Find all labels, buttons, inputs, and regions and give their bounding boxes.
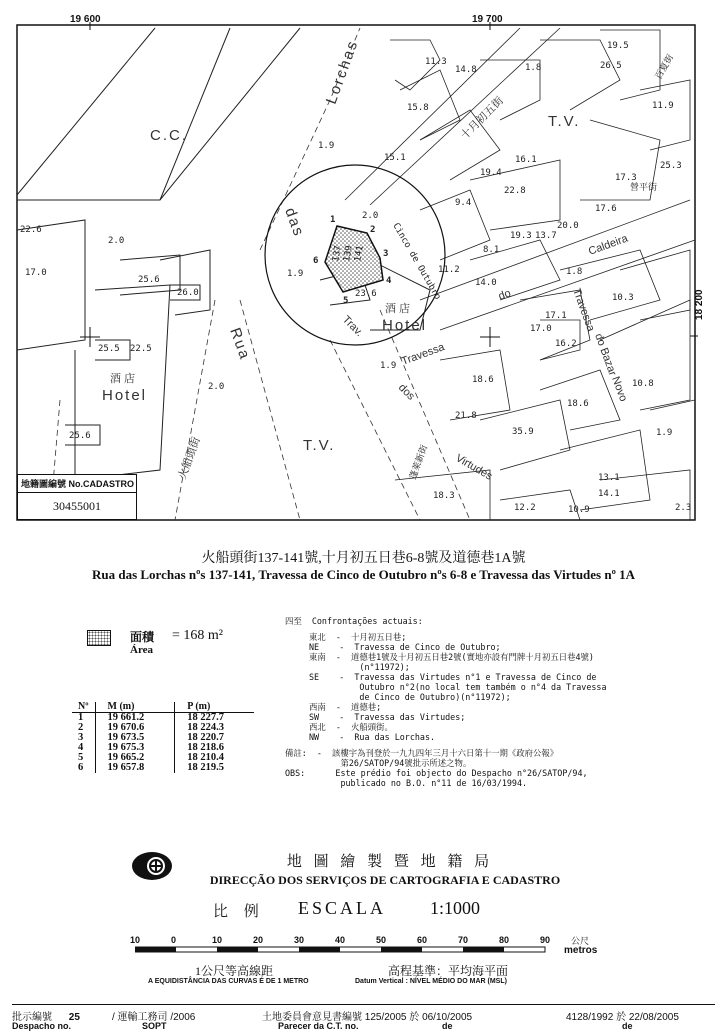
scale-bar-segment (381, 947, 422, 952)
street-label-dos: dos (395, 381, 417, 403)
elevation: 10.3 (612, 293, 634, 303)
vertex-label: 6 (313, 256, 319, 266)
street-label-zh-5: 營平街 (630, 183, 658, 193)
table-cell: 5 (78, 752, 84, 763)
elevation: 13.7 (535, 231, 557, 241)
scale-tick-label: 10 (212, 935, 223, 945)
elevation: 15.8 (407, 103, 429, 113)
elevation: 18.6 (472, 375, 494, 385)
elevation: 1.9 (318, 141, 335, 151)
col-header: P (m) (175, 702, 254, 713)
title-zh: 火船頭街137-141號,十月初五日巷6-8號及道德巷1A號 (201, 551, 526, 566)
street-label-das: das (281, 205, 308, 240)
elevation: 17.3 (615, 173, 637, 183)
agency-pt: DIRECÇÃO DOS SERVIÇOS DE CARTOGRAFIA E CADASTRO (209, 873, 561, 887)
table-cell: 19 657.8 (95, 763, 175, 773)
elevation: 19.5 (607, 41, 629, 51)
street-label-virtudes: Virtudes (453, 452, 495, 483)
elevation: 2.0 (108, 236, 125, 246)
hotel-center-zh: 酒 店 (385, 303, 411, 315)
table-cell: 2 (78, 722, 84, 733)
parecer-de: de (442, 1021, 453, 1031)
area-swatch (87, 630, 111, 646)
scale-tick-label: 40 (335, 935, 346, 945)
street-label-novo: Novo (609, 374, 630, 404)
scale-bar-segment (463, 947, 504, 952)
grid-y-label: 18 200 (694, 289, 705, 320)
elevation: 1.8 (566, 267, 583, 277)
elevation: 2.0 (362, 211, 379, 221)
table-cell: 18 219.5 (175, 763, 254, 773)
datum-zh: 高程基準：平均海平面 (388, 964, 509, 978)
cc-block-outline (17, 28, 300, 200)
confrontacao-line: 東南 - 道德巷1號及十月初五日巷2號(實地亦設有門牌十月初五日巷4號) (309, 652, 594, 662)
despacho-num: 25 (68, 1012, 80, 1023)
elevation: 13.1 (598, 473, 620, 483)
table-row (72, 723, 254, 733)
elevation: 21.8 (455, 411, 477, 421)
elevation: 16.1 (515, 155, 537, 165)
table-cell: 19 670.6 (95, 723, 175, 733)
block-label-cc: C.C. (150, 127, 188, 144)
confrontacoes-heading: 四至 Confrontações actuais: (285, 616, 423, 626)
street-label-travessa-bazar: Travessa (570, 286, 597, 334)
table-row (72, 763, 254, 773)
scale-tick-label: 20 (253, 935, 264, 945)
elevation: 16.2 (555, 339, 577, 349)
table-cell: 6 (78, 762, 84, 773)
hotel-left-en: Hotel (102, 387, 148, 404)
obs-list (285, 748, 705, 788)
street-label-zh-4: 百夏街 (653, 53, 677, 82)
parcel-text: 141 (353, 244, 366, 263)
street-label-trav: Trav. (339, 313, 366, 339)
elevation: 1.9 (287, 269, 304, 279)
parcel-text: 137 (331, 244, 344, 263)
elevation: 14.1 (598, 489, 620, 499)
despacho-zh: 批示編號 (12, 1012, 52, 1023)
confrontacao-line: 西南 - 道德巷; (309, 702, 382, 712)
confrontacao-line: NE - Travessa de Cinco de Outubro; (309, 642, 501, 652)
elevation: 22.5 (130, 344, 152, 354)
street-label-do-bazar: do Bazar (592, 331, 619, 378)
elevation: 26.5 (600, 61, 622, 71)
elevation: 20.0 (557, 221, 579, 231)
street-label-rua: Rua (226, 325, 254, 363)
obs-line: 第26/SATOP/94號批示所述之物。 (285, 758, 472, 768)
elevation: 11.2 (438, 265, 460, 275)
obs-line: OBS: Este prédio foi objecto do Despacho n°26/SATOP/94, (285, 768, 588, 778)
elevation: 22.6 (20, 225, 42, 235)
cadastro-label-zh: 地籍圖編號 (21, 479, 67, 489)
elevation: 15.1 (384, 153, 406, 163)
title-pt: Rua das Lorchas nºs 137-141, Travessa de Cinco de Outubro nºs 6-8 e Travessa das Virtudes nº 1A (91, 567, 636, 582)
table-cell: 19 673.5 (95, 733, 175, 743)
table-cell: 18 227.7 (175, 713, 254, 724)
elevation: 17.0 (530, 324, 552, 334)
scale-zh: 比 例 (213, 904, 265, 920)
col-header: M (m) (95, 702, 175, 713)
table-cell: 19 675.3 (95, 743, 175, 753)
scale-tick-label: 0 (171, 935, 177, 945)
area-label-zh: 面積 (130, 630, 155, 644)
elevation: 23.6 (355, 289, 377, 299)
elevation: 1.9 (380, 361, 397, 371)
grid-x-label-left: 19 600 (70, 14, 101, 25)
street-edges (50, 28, 470, 520)
vertex-label: 3 (383, 249, 389, 259)
obs-line: publicado no B.O. n°11 de 16/03/1994. (285, 778, 528, 788)
proc-num: 4128/1992 (566, 1012, 614, 1023)
scale-unit-zh: 公尺 (571, 936, 590, 946)
datum-pt: Datum Vertical : NÍVEL MÉDIO DO MAR (MSL) (355, 978, 507, 985)
confrontacao-line: NW - Rua das Lorchas. (309, 732, 436, 742)
elevation: 8.1 (483, 245, 500, 255)
parecer-at: 於 (409, 1012, 420, 1023)
elevation: 17.0 (25, 268, 47, 278)
footer-rule (12, 1004, 715, 1005)
table-cell: 18 220.7 (175, 733, 254, 743)
parecer-pt: Parecer da C.T. no. (278, 1021, 359, 1031)
table-row (72, 713, 254, 724)
scale-tick-label: 10 (130, 935, 141, 945)
table-row (72, 753, 254, 763)
scale-tick-label: 80 (499, 935, 510, 945)
table-cell: 3 (78, 732, 84, 743)
elevation: 22.8 (504, 186, 526, 196)
street-label-caldeira: Caldeira (586, 232, 630, 258)
sopt-zh: / 運輸工務司 (112, 1012, 168, 1023)
parecer-num: 125/2005 (364, 1012, 407, 1023)
scale-tick-label: 90 (540, 935, 551, 945)
contour-zh: 1公尺等高線距 (195, 964, 274, 978)
elevation: 25.3 (660, 161, 682, 171)
elevation: 11.9 (652, 101, 674, 111)
elevation: 9.4 (455, 198, 472, 208)
elevation: 14.0 (475, 278, 497, 288)
confrontacao-line: (n°11972); (309, 662, 410, 672)
parecer-zh: 土地委員會意見書編號 (262, 1012, 362, 1023)
confrontacao-line: de Cinco de Outubro)(n°11972); (309, 692, 511, 702)
elevation: 1.9 (656, 428, 673, 438)
elevation: 2.3 (675, 503, 692, 513)
dscc-logo-icon (130, 848, 176, 884)
confrontacao-line: 東北 - 十月初五日巷; (309, 632, 407, 642)
vertex-label: 5 (343, 296, 349, 306)
elevation: 14.8 (455, 65, 477, 75)
cadastro-label-pt: No.CADASTRO (68, 479, 135, 489)
cadastro-box (17, 474, 137, 520)
vertex-label: 4 (386, 276, 392, 286)
elevation: 26.0 (177, 288, 199, 298)
scale-tick-label: 70 (458, 935, 469, 945)
proc-date: 22/08/2005 (628, 1012, 679, 1023)
scale-bar-segment (217, 947, 258, 952)
confrontacoes-block (285, 616, 705, 788)
vertex-label: 1 (330, 215, 336, 225)
elevation: 12.2 (514, 503, 536, 513)
proc-de: de (622, 1021, 633, 1031)
street-label-travessa: Travessa (399, 341, 447, 368)
confrontacao-line: SW - Travessa das Virtudes; (309, 712, 466, 722)
scale-unit-pt: metros (564, 945, 598, 956)
block-label-tv-top: T.V. (548, 113, 581, 130)
contour-pt: A EQUIDISTÂNCIA DAS CURVAS É DE 1 METRO (148, 978, 309, 985)
elevation: 17.6 (595, 204, 617, 214)
table-cell: 18 224.3 (175, 723, 254, 733)
confrontacao-line: 西北 - 火船頭街。 (309, 722, 393, 732)
elevation: 25.6 (138, 275, 160, 285)
elevation: 2.0 (208, 382, 225, 392)
scale-value: 1:1000 (430, 898, 481, 918)
street-label-zh-1: 十月初五街 (458, 94, 507, 143)
grid-x-label-right: 19 700 (472, 14, 503, 25)
hotel-left-zh: 酒 店 (110, 373, 136, 385)
vertex-label: 2 (370, 225, 376, 235)
cadastro-number: 30455001 (53, 499, 101, 513)
elevation: 19.4 (480, 168, 502, 178)
scale-tick-label: 30 (294, 935, 305, 945)
elevation: 19.3 (510, 231, 532, 241)
scale-label: ESCALA (298, 898, 387, 918)
table-cell: 1 (78, 712, 84, 723)
confrontacoes-list (309, 632, 705, 742)
elevation: 18.6 (567, 399, 589, 409)
elevation: 10.9 (568, 505, 590, 515)
sopt-year: /2006 (170, 1012, 196, 1023)
hotel-center-en: Hotel (382, 317, 428, 334)
agency-zh: 地 圖 繪 製 暨 地 籍 局 (286, 854, 494, 870)
table-cell: 19 661.2 (95, 713, 175, 724)
despacho-pt: Despacho no. (12, 1021, 72, 1031)
street-label-zh-2: 火船頭街 (176, 435, 203, 482)
area-label-pt: Área (130, 644, 154, 656)
street-label-lorchas: Lorchas (322, 37, 362, 107)
street-label-zh-3: 蓬萊新街 (408, 443, 431, 482)
table-cell: 19 665.2 (95, 753, 175, 763)
parecer-date: 06/10/2005 (422, 1012, 473, 1023)
col-header: Nº (72, 702, 95, 713)
confrontacao-line: SE - Travessa das Virtudes n°1 e Travessa de Cinco de (309, 672, 597, 682)
obs-line: 備註: - 該樓宇為刊登於一九九四年三月十六日第十一期《政府公報》 (285, 748, 559, 758)
scale-bar-segment (135, 947, 176, 952)
table-header-row (72, 702, 254, 713)
proc-at: 於 (616, 1012, 627, 1023)
parcel-text: 139 (342, 244, 355, 263)
scale-bar (135, 946, 555, 954)
table-row (72, 733, 254, 743)
elevation: 25.5 (98, 344, 120, 354)
block-label-tv-bottom: T.V. (303, 437, 336, 454)
table-cell: 18 218.6 (175, 743, 254, 753)
coordinates-table (72, 702, 254, 773)
cadastro-header (18, 475, 136, 493)
sopt-pt: SOPT (142, 1021, 167, 1031)
elevation: 25.6 (69, 431, 91, 441)
elevation: 10.8 (632, 379, 654, 389)
elevation: 17.1 (545, 311, 567, 321)
table-cell: 18 210.4 (175, 753, 254, 763)
area-value: = 168 m² (172, 628, 223, 643)
elevation: 11.3 (425, 57, 447, 67)
street-label-do: do (496, 287, 513, 303)
scale-tick-label: 60 (417, 935, 428, 945)
scale-bar-segment (299, 947, 340, 952)
scale-tick-label: 50 (376, 935, 387, 945)
confrontacao-line: Outubro n°2(no local tem também o n°4 da Travessa (309, 682, 607, 692)
street-label-cinco-outubro: Cinco de Outubro (390, 221, 443, 302)
table-cell: 4 (78, 742, 84, 753)
elevation: 35.9 (512, 427, 534, 437)
elevation: 1.8 (525, 63, 542, 73)
elevation: 18.3 (433, 491, 455, 501)
table-row (72, 743, 254, 753)
